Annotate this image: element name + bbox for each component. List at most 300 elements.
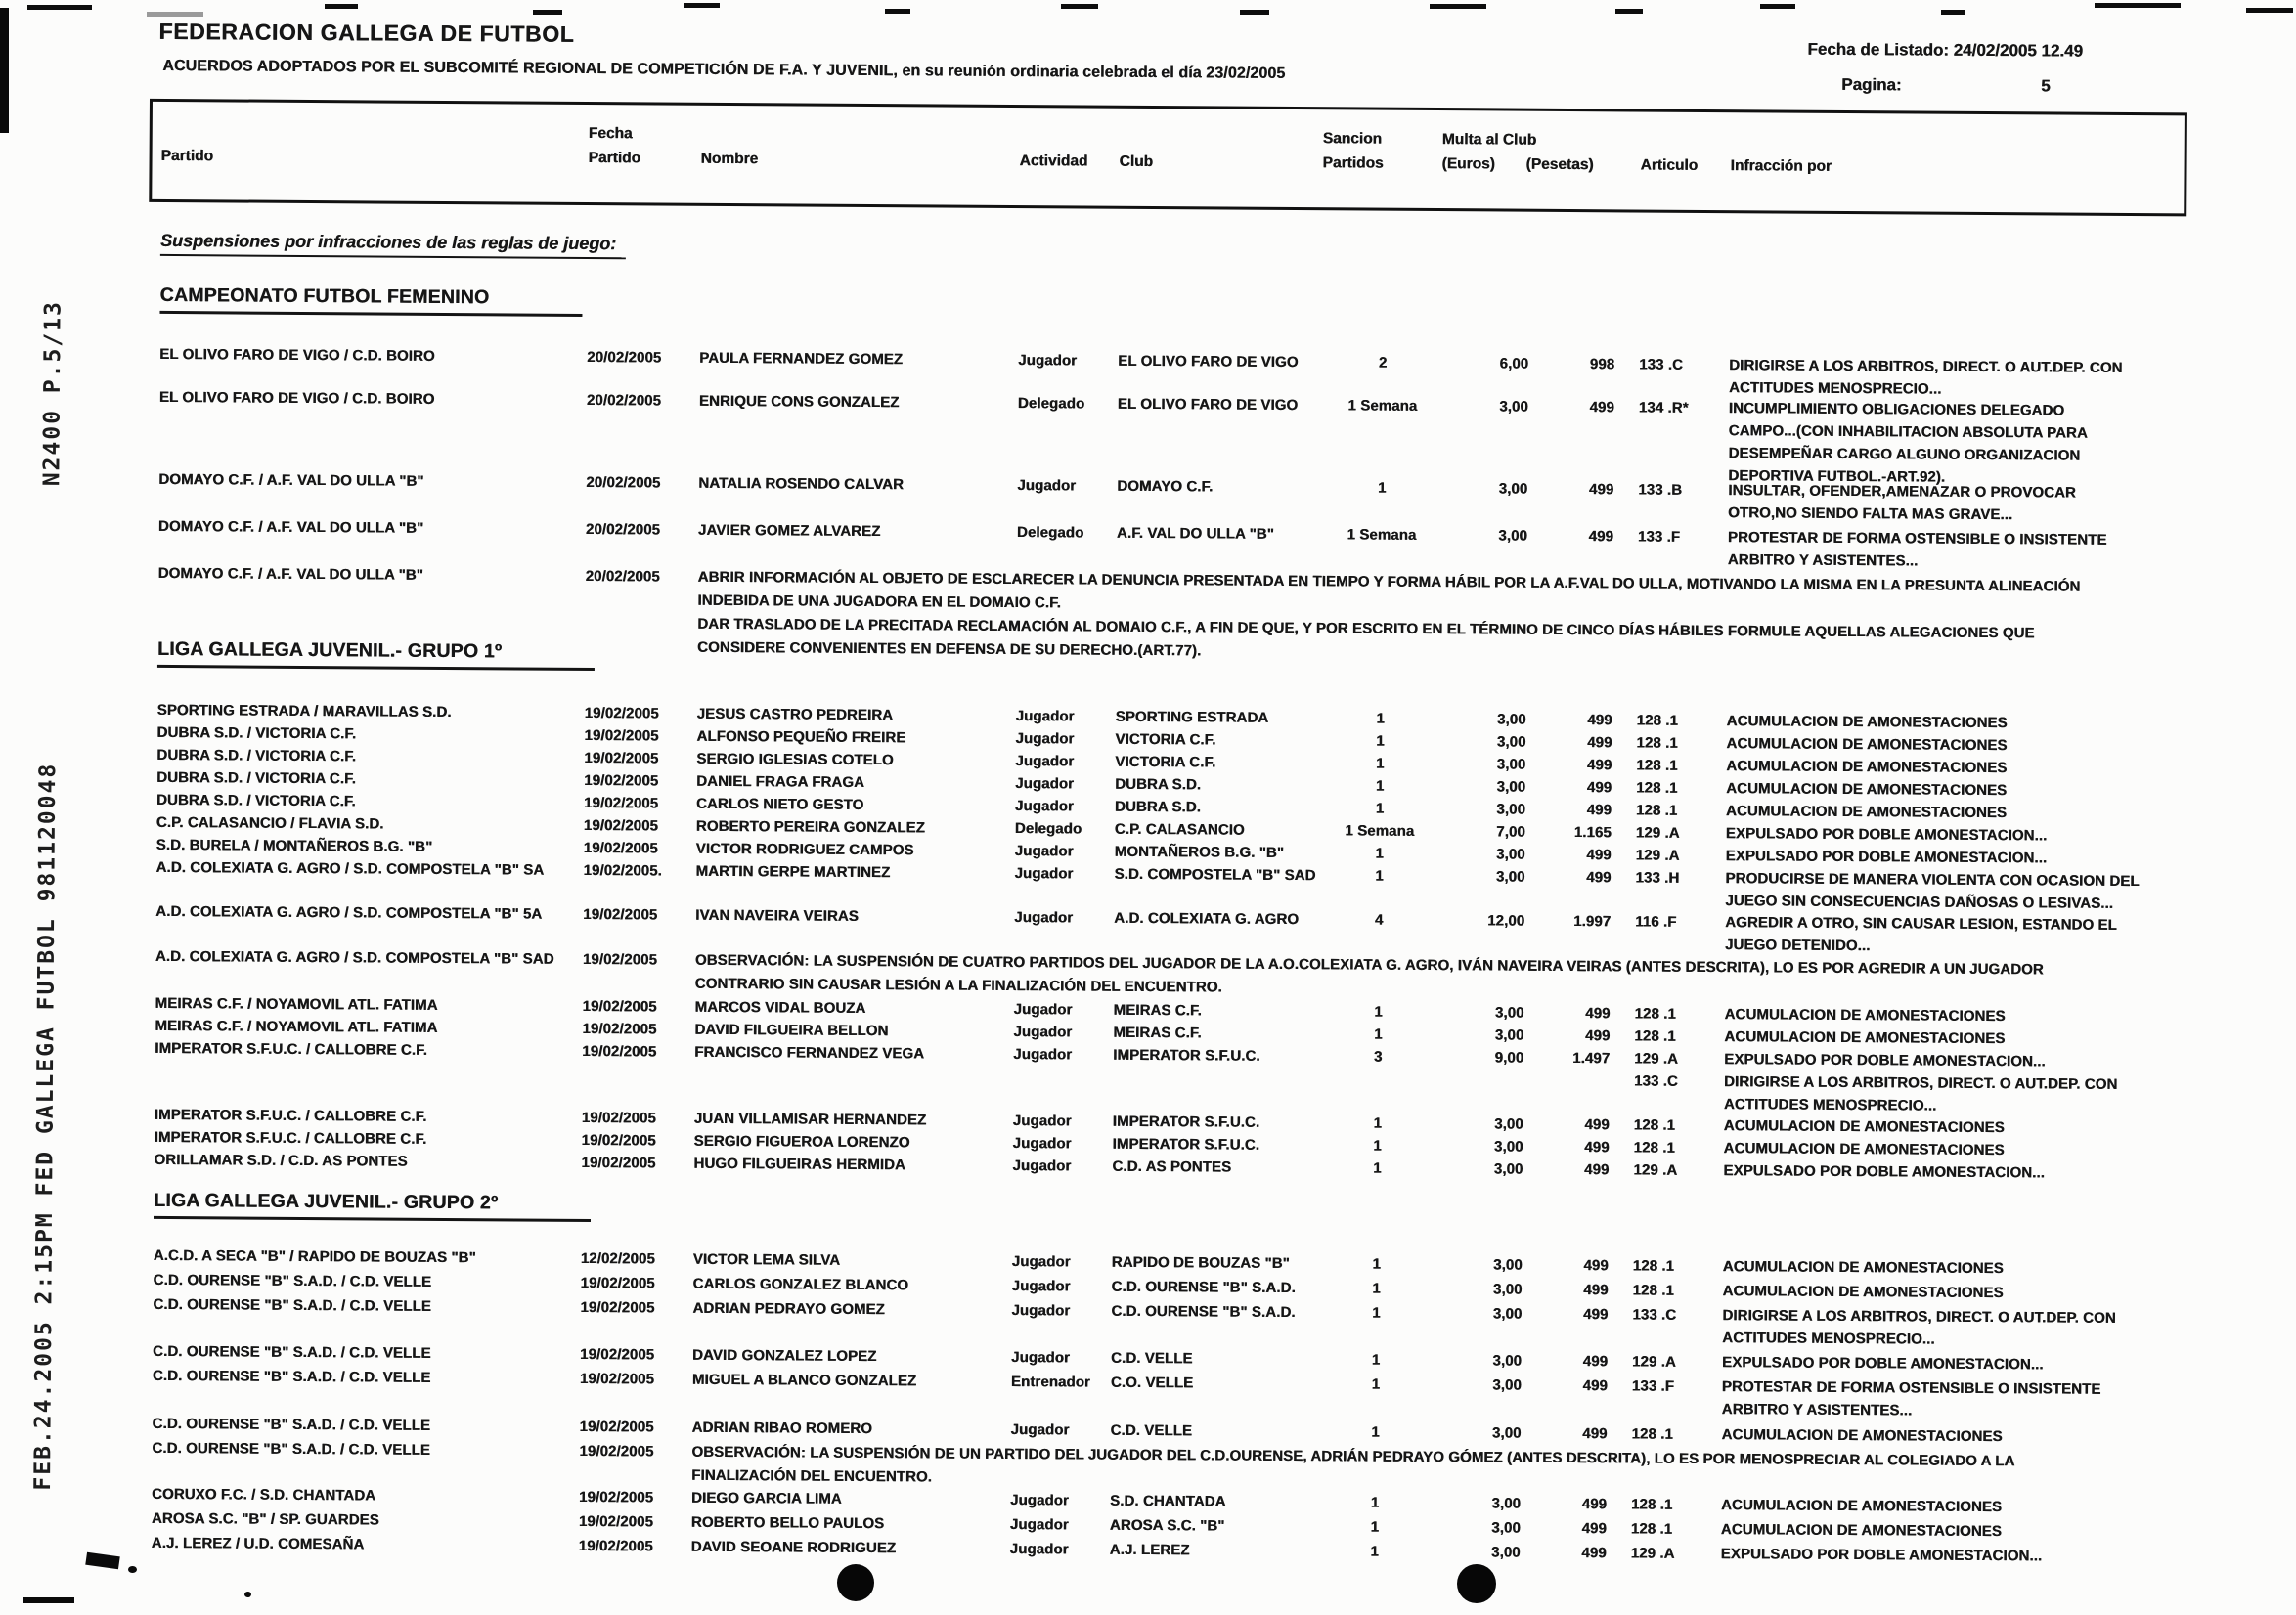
pesetas-cell: 499: [1582, 1353, 1609, 1371]
fecha-cell: 20/02/2005: [585, 567, 660, 586]
column-header-partido: Partido: [160, 147, 214, 165]
partido-cell: CORUXO F.C. / S.D. CHANTADA: [151, 1485, 376, 1505]
pesetas-cell: 499: [1586, 779, 1612, 797]
section-heading: Suspensiones por infracciones de las reglas de juego:: [160, 231, 626, 259]
fecha-cell: 20/02/2005: [586, 473, 661, 492]
actividad-cell: Delegado: [1017, 395, 1085, 413]
nombre-cell: IVAN NAVEIRA VEIRAS: [695, 906, 859, 925]
club-cell: DUBRA S.D.: [1114, 798, 1201, 816]
euros-cell: 3,00: [1494, 1004, 1524, 1022]
nombre-cell: VICTOR RODRIGUEZ CAMPOS: [695, 840, 914, 859]
club-cell: C.D. AS PONTES: [1112, 1157, 1232, 1176]
infraccion-cell: ACUMULACION DE AMONESTACIONES: [1726, 735, 2008, 755]
actividad-cell: Jugador: [1014, 843, 1074, 860]
sancion-cell: 3: [1373, 1048, 1383, 1066]
nombre-cell: MARTIN GERPE MARTINEZ: [695, 862, 891, 882]
infraccion-cell: PROTESTAR DE FORMA OSTENSIBLE O INSISTENTE ARBITRO Y ASISTENTES...: [1727, 529, 2107, 570]
euros-cell: 3,00: [1491, 1424, 1522, 1442]
club-cell: A.D. COLEXIATA G. AGRO: [1114, 909, 1300, 929]
sancion-cell: 1: [1371, 1351, 1381, 1369]
infraccion-cell: ACUMULACION DE AMONESTACIONES: [1726, 780, 2008, 800]
club-cell: C.D. VELLE: [1110, 1421, 1193, 1440]
actividad-cell: Jugador: [1011, 1253, 1071, 1271]
articulo-cell: 128 .1: [1630, 1520, 1673, 1538]
articulo-cell: 128 .1: [1631, 1425, 1673, 1443]
actividad-cell: Entrenador: [1010, 1374, 1090, 1391]
infraccion-cell: ACUMULACION DE AMONESTACIONES: [1726, 758, 2008, 777]
pesetas-cell: 499: [1581, 1496, 1608, 1513]
actividad-cell: Jugador: [1014, 798, 1074, 815]
partido-cell: A.C.D. A SECA "B" / RAPIDO DE BOUZAS "B": [153, 1246, 476, 1267]
euros-cell: 3,00: [1493, 1160, 1523, 1178]
nombre-cell: NATALIA ROSENDO CALVAR: [698, 474, 905, 494]
articulo-cell: 129 .A 133 .C: [1633, 1050, 1679, 1090]
euros-cell: 3,00: [1498, 480, 1528, 498]
nombre-cell: ADRIAN RIBAO ROMERO: [691, 1419, 872, 1438]
sancion-cell: 1: [1375, 845, 1384, 862]
articulo-cell: 128 .1: [1633, 1116, 1676, 1134]
articulo-cell: 128 .1: [1632, 1282, 1674, 1299]
infraccion-cell: INSULTAR, OFENDER,AMENAZAR O PROVOCAR OTRO,NO SIENDO FALTA MAS GRAVE...: [1728, 482, 2076, 524]
pesetas-cell: 499: [1587, 712, 1612, 729]
club-cell: DUBRA S.D.: [1115, 775, 1202, 794]
articulo-cell: 134 .R*: [1638, 399, 1689, 416]
actividad-cell: Jugador: [1015, 730, 1075, 748]
articulo-cell: 133 .C: [1632, 1306, 1677, 1324]
fecha-cell: 12/02/2005: [580, 1249, 655, 1268]
column-header-sancion-partidos: Sancion Partidos: [1322, 130, 1384, 172]
euros-cell: 3,00: [1496, 733, 1526, 751]
sancion-cell: 1: [1375, 800, 1385, 817]
fecha-cell: 19/02/2005: [580, 1274, 655, 1292]
pesetas-cell: 998: [1589, 356, 1615, 373]
sancion-cell: 4: [1374, 911, 1384, 929]
articulo-cell: 116 .F: [1635, 913, 1677, 931]
partido-cell: C.D. OURENSE "B" S.A.D. / C.D. VELLE: [152, 1342, 431, 1362]
infraccion-cell: ACUMULACION DE AMONESTACIONES: [1722, 1258, 2004, 1278]
fecha-cell: 19/02/2005: [580, 1298, 655, 1317]
articulo-cell: 129 .A: [1630, 1545, 1675, 1562]
euros-cell: 3,00: [1496, 778, 1526, 796]
club-cell: MEIRAS C.F.: [1113, 1001, 1202, 1020]
fecha-cell: 19/02/2005: [584, 704, 659, 722]
infraccion-cell: INCUMPLIMIENTO OBLIGACIONES DELEGADO CAMPO...(CON INHABILITACION ABSOLUTA PARA DESEMPEÑAR CARGO ALGUNO ORGANIZACION DEPORTIVA FUTBOL.-ART.92).: [1728, 400, 2088, 486]
nombre-cell: CARLOS GONZALEZ BLANCO: [692, 1275, 909, 1294]
articulo-cell: 128 .1: [1636, 757, 1678, 774]
fecha-cell: 19/02/2005: [582, 950, 657, 969]
sancion-cell: 1: [1377, 479, 1387, 497]
club-cell: SPORTING ESTRADA: [1115, 708, 1269, 726]
euros-cell: 3,00: [1492, 1305, 1523, 1323]
actividad-cell: Jugador: [1018, 352, 1078, 370]
infraccion-cell: EXPULSADO POR DOBLE AMONESTACION...: [1725, 848, 2048, 867]
listado-date: Fecha de Listado: 24/02/2005 12.49: [1807, 39, 2084, 61]
club-cell: EL OLIVO FARO DE VIGO: [1117, 395, 1299, 415]
nombre-cell: HUGO FILGUEIRAS HERMIDA: [693, 1155, 905, 1174]
sancion-cell: 1: [1370, 1518, 1380, 1536]
fecha-cell: 19/02/2005: [578, 1512, 653, 1531]
actividad-cell: Jugador: [1011, 1302, 1071, 1320]
partido-cell: MEIRAS C.F. / NOYAMOVIL ATL. FATIMA: [155, 1017, 438, 1036]
nombre-cell: DAVID FILGUEIRA BELLON: [694, 1021, 889, 1040]
note-cell: OBSERVACIÓN: LA SUSPENSIÓN DE CUATRO PARTIDOS DEL JUGADOR DE LA A.O.COLEXIATA G. AGRO, IVÁN NAVEIRA VEIRAS (ANTES DESCRITA), LO ES POR AGREDIR A UN JUGADOR CONTRARIO SIN CAUSAR LESIÓN A LA FINALIZACIÓN DEL ENCUENTRO.: [694, 951, 2044, 996]
articulo-cell: 133 .C: [1639, 356, 1683, 373]
actividad-cell: Jugador: [1009, 1516, 1069, 1534]
partido-cell: ORILLAMAR S.D. / C.D. AS PONTES: [154, 1151, 408, 1170]
club-cell: IMPERATOR S.F.U.C.: [1112, 1113, 1260, 1131]
nombre-cell: SERGIO IGLESIAS COTELO: [696, 750, 894, 769]
column-header-pesetas: (Pesetas): [1525, 155, 1594, 174]
column-header-euros: (Euros): [1441, 155, 1495, 173]
euros-cell: 3,00: [1496, 711, 1526, 728]
pesetas-cell: 499: [1581, 1520, 1607, 1538]
column-header-nombre: Nombre: [700, 150, 759, 168]
euros-cell: 3,00: [1495, 846, 1525, 863]
fecha-cell: 19/02/2005: [584, 726, 659, 745]
club-cell: C.P. CALASANCIO: [1114, 820, 1245, 839]
infraccion-cell: ACUMULACION DE AMONESTACIONES: [1720, 1497, 2003, 1516]
infraccion-cell: EXPULSADO POR DOBLE AMONESTACION...: [1721, 1354, 2044, 1374]
infraccion-cell: PRODUCIRSE DE MANERA VIOLENTA CON OCASION DEL JUEGO SIN CONSECUENCIAS DAÑOSAS O LESIVAS...: [1725, 870, 2140, 912]
club-cell: EL OLIVO FARO DE VIGO: [1118, 352, 1299, 371]
club-cell: VICTORIA C.F.: [1115, 730, 1216, 749]
sancion-cell: 1: [1373, 1114, 1382, 1132]
sancion-cell: 1 Semana: [1347, 526, 1417, 544]
euros-cell: 3,00: [1494, 1115, 1523, 1133]
articulo-cell: 128 .1: [1634, 1005, 1676, 1023]
infraccion-cell: ACUMULACION DE AMONESTACIONES: [1724, 1028, 2006, 1048]
sancion-cell: 1: [1370, 1494, 1380, 1511]
club-cell: MONTAÑEROS B.G. "B": [1114, 843, 1285, 861]
infraccion-cell: ACUMULACION DE AMONESTACIONES: [1726, 713, 2008, 732]
sancion-cell: 1: [1375, 867, 1384, 885]
euros-cell: 3,00: [1493, 1138, 1523, 1156]
club-cell: IMPERATOR S.F.U.C.: [1112, 1135, 1260, 1154]
partido-cell: AROSA S.C. "B" / SP. GUARDES: [151, 1509, 379, 1529]
euros-cell: 3,00: [1492, 1376, 1522, 1394]
sancion-cell: 1: [1374, 1003, 1383, 1021]
euros-cell: 3,00: [1492, 1281, 1523, 1298]
partido-cell: C.D. OURENSE "B" S.A.D. / C.D. VELLE: [153, 1271, 432, 1290]
group-title: CAMPEONATO FUTBOL FEMENINO: [159, 284, 582, 317]
partido-cell: DOMAYO C.F. / A.F. VAL DO ULLA "B": [157, 517, 424, 537]
club-cell: C.D. VELLE: [1110, 1349, 1193, 1368]
infraccion-cell: ACUMULACION DE AMONESTACIONES: [1725, 803, 2008, 822]
infraccion-cell: ACUMULACION DE AMONESTACIONES: [1721, 1426, 2003, 1446]
infraccion-cell: PROTESTAR DE FORMA OSTENSIBLE O INSISTENTE ARBITRO Y ASISTENTES...: [1721, 1378, 2101, 1419]
partido-cell: DUBRA S.D. / VICTORIA C.F.: [155, 791, 356, 810]
sancion-cell: 1: [1373, 1159, 1382, 1177]
club-cell: C.D. OURENSE "B" S.A.D.: [1111, 1302, 1296, 1322]
partido-cell: DUBRA S.D. / VICTORIA C.F.: [156, 768, 356, 788]
actividad-cell: Jugador: [1009, 1541, 1069, 1558]
pesetas-cell: 499: [1583, 1257, 1609, 1275]
fax-transmission-stamp: FEB.24.2005 2:15PM FED GALLEGA FUTBOL 981120048: [30, 762, 62, 1491]
euros-cell: 3,00: [1496, 801, 1526, 818]
fecha-cell: 20/02/2005: [587, 348, 662, 367]
nombre-cell: DIEGO GARCIA LIMA: [690, 1489, 842, 1507]
sancion-cell: 1: [1372, 1280, 1381, 1297]
fecha-cell: 19/02/2005.: [583, 861, 662, 880]
club-cell: IMPERATOR S.F.U.C.: [1113, 1046, 1260, 1065]
partido-cell: C.D. OURENSE "B" S.A.D. / C.D. VELLE: [152, 1415, 431, 1434]
pesetas-cell: 499: [1582, 1306, 1609, 1324]
group-title: LIGA GALLEGA JUVENIL.- GRUPO 1º: [157, 638, 595, 671]
fecha-cell: 19/02/2005: [579, 1370, 654, 1388]
column-header-actividad: Actividad: [1019, 153, 1088, 170]
nombre-cell: VICTOR LEMA SILVA: [692, 1250, 841, 1269]
fecha-cell: 19/02/2005: [583, 794, 659, 812]
infraccion-cell: ACUMULACION DE AMONESTACIONES: [1723, 1140, 2005, 1159]
partido-cell: C.D. OURENSE "B" S.A.D. / C.D. VELLE: [152, 1367, 431, 1386]
club-cell: A.J. LEREZ: [1109, 1541, 1190, 1559]
articulo-cell: 129 .A: [1635, 847, 1680, 864]
pesetas-cell: 499: [1585, 1005, 1611, 1023]
infraccion-cell: EXPULSADO POR DOBLE AMONESTACION...: [1725, 825, 2048, 845]
club-cell: DOMAYO C.F.: [1117, 477, 1214, 496]
pesetas-cell: 499: [1584, 1139, 1610, 1157]
euros-cell: 3,00: [1492, 1352, 1523, 1370]
column-header-club: Club: [1119, 153, 1154, 171]
nombre-cell: DANIEL FRAGA FRAGA: [696, 772, 864, 791]
column-header-infraccion-por: Infracción por: [1730, 157, 1832, 175]
sancion-cell: 1 Semana: [1347, 397, 1418, 415]
partido-cell: DOMAYO C.F. / A.F. VAL DO ULLA "B": [157, 564, 423, 584]
actividad-cell: Jugador: [1012, 1113, 1072, 1130]
club-cell: C.D. OURENSE "B" S.A.D.: [1111, 1278, 1296, 1297]
pesetas-cell: 499: [1589, 399, 1614, 416]
fecha-cell: 19/02/2005: [579, 1442, 654, 1461]
nombre-cell: JAVIER GOMEZ ALVAREZ: [697, 521, 881, 541]
nombre-cell: DAVID SEOANE RODRIGUEZ: [690, 1538, 897, 1557]
pesetas-cell: 499: [1582, 1377, 1608, 1395]
articulo-cell: 133 .H: [1635, 869, 1680, 887]
infraccion-cell: AGREDIR A OTRO, SIN CAUSAR LESION, ESTANDO EL JUEGO DETENIDO...: [1724, 914, 2117, 955]
nombre-cell: PAULA FERNANDEZ GOMEZ: [699, 349, 904, 369]
partido-cell: EL OLIVO FARO DE VIGO / C.D. BOIRO: [159, 345, 435, 365]
actividad-cell: Jugador: [1012, 1135, 1072, 1153]
doc-subtitle: ACUERDOS ADOPTADOS POR EL SUBCOMITÉ REGIONAL DE COMPETICIÓN DE F.A. Y JUVENIL, en su reunión ordinaria celebrada el día 23/02/2005: [162, 57, 1286, 82]
infraccion-cell: EXPULSADO POR DOBLE AMONESTACION...: [1720, 1546, 2043, 1565]
column-header-multa-al-club: Multa al Club: [1441, 131, 1537, 149]
articulo-cell: 128 .1: [1630, 1496, 1673, 1513]
actividad-cell: Jugador: [1013, 1001, 1073, 1019]
sancion-cell: 1: [1375, 777, 1385, 795]
partido-cell: A.J. LEREZ / U.D. COMESAÑA: [151, 1534, 365, 1553]
sancion-cell: 1: [1371, 1375, 1381, 1393]
actividad-cell: Jugador: [1015, 753, 1075, 770]
club-cell: AROSA S.C. "B": [1109, 1516, 1225, 1535]
euros-cell: 3,00: [1496, 756, 1526, 773]
infraccion-cell: DIRIGIRSE A LOS ARBITROS, DIRECT. O AUT.DEP. CON ACTITUDES MENOSPRECIO...: [1722, 1307, 2116, 1348]
fecha-cell: 19/02/2005: [584, 771, 659, 790]
sancion-cell: 1: [1370, 1543, 1379, 1560]
actividad-cell: Jugador: [1010, 1421, 1070, 1439]
pesetas-cell: 1.165: [1573, 824, 1612, 842]
euros-cell: 3,00: [1494, 1026, 1524, 1044]
euros-cell: 3,00: [1491, 1495, 1522, 1512]
fecha-cell: 19/02/2005: [578, 1537, 653, 1555]
club-cell: S.D. CHANTADA: [1109, 1492, 1226, 1510]
fecha-cell: 19/02/2005: [582, 1042, 657, 1061]
fecha-cell: 19/02/2005: [583, 839, 658, 857]
actividad-cell: Jugador: [1013, 1024, 1073, 1041]
org-title: FEDERACION GALLEGA DE FUTBOL: [158, 18, 575, 47]
sancion-cell: 1: [1371, 1423, 1380, 1441]
partido-cell: IMPERATOR S.F.U.C. / CALLOBRE C.F.: [154, 1128, 427, 1148]
note-cell: OBSERVACIÓN: LA SUSPENSIÓN DE UN PARTIDO DEL JUGADOR DEL C.D.OURENSE, ADRIÁN PEDRAYO GÓMEZ (ANTES DESCRITA), LO ES POR MENOSPRECIAR AL COLEGIADO A LA FINALIZACIÓN DEL ENCUENTRO.: [691, 1443, 2015, 1486]
fecha-cell: 19/02/2005: [581, 1109, 656, 1127]
euros-cell: 3,00: [1491, 1519, 1521, 1537]
fecha-cell: 19/02/2005: [581, 1131, 656, 1150]
nombre-cell: MARCOS VIDAL BOUZA: [694, 998, 866, 1017]
partido-cell: C.P. CALASANCIO / FLAVIA S.D.: [155, 813, 384, 833]
pesetas-cell: 499: [1584, 1027, 1611, 1045]
pesetas-cell: 1.497: [1572, 1050, 1611, 1068]
nombre-cell: JUAN VILLAMISAR HERNANDEZ: [693, 1110, 927, 1129]
sanction-row: [3, 342, 2296, 398]
sancion-cell: 2: [1378, 354, 1388, 371]
euros-cell: 12,00: [1487, 912, 1525, 930]
articulo-cell: 133 .B: [1638, 481, 1683, 499]
pesetas-cell: 499: [1588, 481, 1614, 499]
articulo-cell: 133 .F: [1631, 1377, 1675, 1395]
articulo-cell: 129 .A: [1635, 824, 1680, 842]
club-cell: A.F. VAL DO ULLA "B": [1116, 524, 1274, 543]
actividad-cell: Jugador: [1014, 909, 1074, 927]
infraccion-cell: ACUMULACION DE AMONESTACIONES: [1720, 1521, 2002, 1541]
infraccion-cell: ACUMULACION DE AMONESTACIONES: [1722, 1283, 2004, 1302]
actividad-cell: Jugador: [1014, 865, 1074, 883]
partido-cell: DOMAYO C.F. / A.F. VAL DO ULLA "B": [158, 470, 424, 490]
partido-cell: MEIRAS C.F. / NOYAMOVIL ATL. FATIMA: [155, 994, 438, 1014]
column-header-fecha-partido: Fecha Partido: [588, 124, 641, 167]
sancion-cell: 1: [1372, 1255, 1381, 1273]
articulo-cell: 128 .1: [1634, 1027, 1676, 1045]
partido-cell: DUBRA S.D. / VICTORIA C.F.: [156, 723, 357, 743]
club-cell: VICTORIA C.F.: [1115, 753, 1216, 771]
partido-cell: A.D. COLEXIATA G. AGRO / S.D. COMPOSTELA "B" SA: [155, 858, 545, 879]
column-header-articulo: Articulo: [1640, 156, 1699, 174]
sancion-cell: 1: [1376, 732, 1385, 750]
sancion-cell: 1: [1374, 1026, 1383, 1043]
actividad-cell: Delegado: [1014, 820, 1082, 838]
articulo-cell: 128 .1: [1636, 734, 1678, 752]
pesetas-cell: 499: [1586, 757, 1612, 774]
actividad-cell: Jugador: [1017, 477, 1077, 495]
articulo-cell: 129 .A: [1631, 1353, 1676, 1371]
fecha-cell: 19/02/2005: [579, 1418, 654, 1436]
page-number: 5: [2041, 76, 2051, 96]
fecha-cell: 20/02/2005: [585, 520, 661, 539]
euros-cell: 9,00: [1494, 1049, 1524, 1067]
partido-cell: IMPERATOR S.F.U.C. / CALLOBRE C.F.: [154, 1106, 427, 1125]
fecha-cell: 19/02/2005: [578, 1488, 654, 1506]
euros-cell: 3,00: [1490, 1544, 1521, 1561]
pesetas-cell: 499: [1586, 869, 1612, 887]
infraccion-cell: ACUMULACION DE AMONESTACIONES: [1723, 1117, 2005, 1137]
infraccion-cell: EXPULSADO POR DOBLE AMONESTACION...: [1723, 1162, 2045, 1182]
nombre-cell: MIGUEL A BLANCO GONZALEZ: [691, 1371, 917, 1390]
club-cell: S.D. COMPOSTELA "B" SAD: [1114, 865, 1316, 885]
actividad-cell: Jugador: [1010, 1349, 1070, 1367]
actividad-cell: Jugador: [1013, 1046, 1073, 1064]
actividad-cell: Jugador: [1015, 708, 1075, 725]
partido-cell: DUBRA S.D. / VICTORIA C.F.: [156, 746, 357, 765]
partido-cell: S.D. BURELA / MONTAÑEROS B.G. "B": [155, 836, 433, 855]
actividad-cell: Jugador: [1011, 1278, 1071, 1295]
euros-cell: 7,00: [1496, 823, 1525, 841]
pesetas-cell: 499: [1581, 1545, 1607, 1562]
fecha-cell: 19/02/2005: [584, 749, 659, 767]
nombre-cell: ROBERTO PEREIRA GONZALEZ: [695, 817, 925, 837]
partido-cell: EL OLIVO FARO DE VIGO / C.D. BOIRO: [158, 388, 435, 408]
pesetas-cell: 499: [1587, 734, 1612, 752]
nombre-cell: SERGIO FIGUEROA LORENZO: [693, 1132, 910, 1152]
euros-cell: 3,00: [1493, 1256, 1523, 1274]
fecha-cell: 19/02/2005: [583, 816, 658, 835]
articulo-cell: 128 .1: [1635, 802, 1678, 819]
articulo-cell: 128 .1: [1632, 1257, 1675, 1275]
actividad-cell: Jugador: [1012, 1157, 1072, 1175]
sancion-cell: 1: [1375, 755, 1385, 772]
club-cell: MEIRAS C.F.: [1113, 1024, 1202, 1042]
nombre-cell: FRANCISCO FERNANDEZ VEGA: [694, 1043, 925, 1063]
fecha-cell: 19/02/2005: [581, 1154, 656, 1172]
articulo-cell: 128 .1: [1636, 779, 1678, 797]
pesetas-cell: 499: [1586, 847, 1612, 864]
sancion-cell: 1: [1372, 1304, 1381, 1322]
club-cell: C.O. VELLE: [1110, 1374, 1194, 1392]
articulo-cell: 129 .A: [1633, 1161, 1678, 1179]
partido-cell: A.D. COLEXIATA G. AGRO / S.D. COMPOSTELA "B" 5A: [155, 902, 543, 923]
pesetas-cell: 499: [1582, 1425, 1608, 1443]
articulo-cell: 128 .1: [1636, 712, 1678, 729]
sancion-cell: 1: [1376, 710, 1385, 727]
nombre-cell: ALFONSO PEQUEÑO FREIRE: [696, 727, 906, 747]
partido-cell: C.D. OURENSE "B" S.A.D. / C.D. VELLE: [152, 1439, 430, 1459]
nombre-cell: JESUS CASTRO PEDREIRA: [696, 705, 894, 724]
infraccion-cell: DIRIGIRSE A LOS ARBITROS, DIRECT. O AUT.DEP. CON ACTITUDES MENOSPRECIO...: [1728, 357, 2123, 398]
page-label: Pagina:: [1841, 74, 1902, 95]
euros-cell: 3,00: [1495, 868, 1525, 886]
pesetas-cell: 499: [1584, 1116, 1610, 1134]
note-cell: ABRIR INFORMACIÓN AL OBJETO DE ESCLARECER LA DENUNCIA PRESENTADA EN TIEMPO Y FORMA HÁBIL POR LA A.F.VAL DO ULLA, MOTIVANDO LA MISMA EN LA PRESUNTA ALINEACIÓN INDEBIDA DE UNA JUGADORA EN EL DOMAIO C.F. DAR TRASLADO DE LA PRECITADA RECLAMACIÓN AL DOMAIO C.F., A FIN DE QUE, Y POR ESCRITO EN EL TÉRMINO DE CINCO DÍAS HÁBILES FORMULE AQUELLAS ALEGACIONES QUE CONSIDERE CONVENIENTES EN DEFENSA DE SU DERECHO.(ART.77).: [697, 568, 2081, 660]
fecha-cell: 20/02/2005: [586, 391, 661, 410]
articulo-cell: 133 .F: [1637, 528, 1681, 546]
nombre-cell: CARLOS NIETO GESTO: [695, 795, 864, 813]
sancion-cell: 1: [1373, 1137, 1382, 1155]
partido-cell: SPORTING ESTRADA / MARAVILLAS S.D.: [156, 701, 452, 721]
articulo-cell: 128 .1: [1633, 1139, 1675, 1157]
actividad-cell: Jugador: [1015, 775, 1075, 793]
partido-cell: IMPERATOR S.F.U.C. / CALLOBRE C.F.: [155, 1039, 427, 1059]
pesetas-cell: 499: [1583, 1282, 1609, 1299]
fecha-cell: 19/02/2005: [579, 1345, 655, 1364]
pesetas-cell: 1.997: [1573, 913, 1612, 931]
partido-cell: A.D. COLEXIATA G. AGRO / S.D. COMPOSTELA "B" SAD: [155, 947, 554, 968]
pesetas-cell: 499: [1586, 802, 1612, 819]
infraccion-cell: EXPULSADO POR DOBLE AMONESTACION... DIRIGIRSE A LOS ARBITROS, DIRECT. O AUT.DEP. CON ACTITUDES MENOSPRECIO...: [1723, 1051, 2118, 1114]
group-title: LIGA GALLEGA JUVENIL.- GRUPO 2º: [154, 1190, 591, 1222]
nombre-cell: ENRIQUE CONS GONZALEZ: [698, 392, 900, 412]
euros-cell: 3,00: [1499, 398, 1528, 415]
actividad-cell: Delegado: [1016, 524, 1084, 542]
nombre-cell: DAVID GONZALEZ LOPEZ: [691, 1346, 877, 1366]
nombre-cell: ADRIAN PEDRAYO GOMEZ: [692, 1299, 885, 1319]
fax-transmission-id: N2400 P.5/13: [39, 300, 66, 487]
infraccion-cell: ACUMULACION DE AMONESTACIONES: [1724, 1006, 2006, 1026]
